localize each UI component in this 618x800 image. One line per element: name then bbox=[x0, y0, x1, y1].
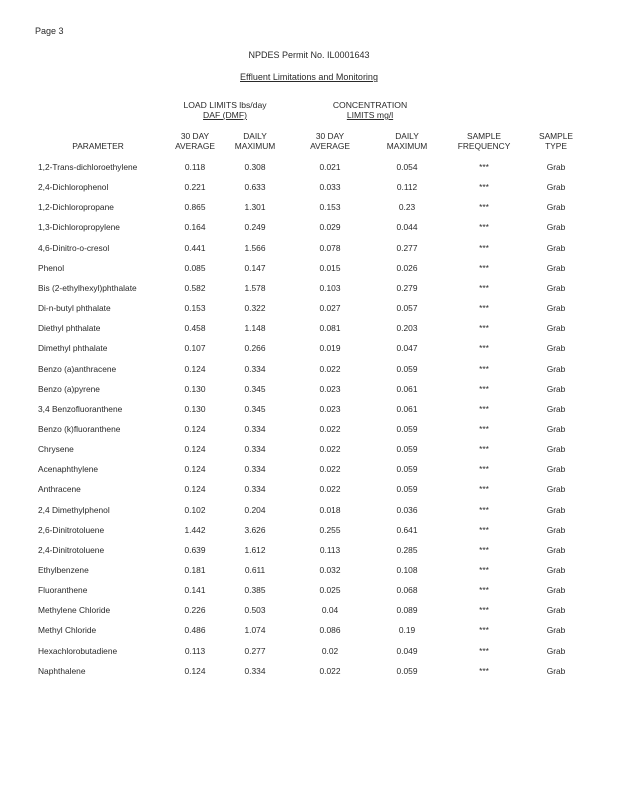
sample-frequency: *** bbox=[479, 323, 489, 334]
load-30-day-average: 0.107 bbox=[184, 343, 206, 354]
load-daily-maximum: 0.334 bbox=[244, 444, 266, 455]
sample-type: Grab bbox=[546, 585, 566, 596]
load-30-day-average: 0.124 bbox=[184, 444, 206, 455]
load-daily-maximum: 0.308 bbox=[244, 162, 266, 172]
parameter-name: Naphthalene bbox=[38, 665, 86, 676]
concentration-daily-maximum: 0.068 bbox=[396, 585, 418, 596]
parameter-name: Diethyl phthalate bbox=[38, 323, 101, 334]
parameter-name: Di-n-butyl phthalate bbox=[38, 303, 111, 314]
concentration-daily-maximum: 0.108 bbox=[396, 565, 418, 575]
sample-type: Grab bbox=[546, 605, 566, 616]
load-daily-maximum: 0.249 bbox=[244, 222, 266, 233]
column-header-sample-frequency bbox=[449, 131, 519, 151]
sample-frequency: *** bbox=[479, 544, 489, 555]
concentration-30-day-average: 0.04 bbox=[321, 605, 339, 616]
sample-type: Grab bbox=[546, 282, 566, 293]
load-30-day-average: 0.141 bbox=[184, 585, 206, 596]
sample-frequency: *** bbox=[479, 383, 489, 394]
table-row bbox=[0, 303, 618, 315]
column-header-line: 30 DAY bbox=[315, 131, 345, 141]
load-daily-maximum: 1.566 bbox=[244, 242, 266, 253]
sample-frequency: *** bbox=[479, 625, 489, 636]
concentration-30-day-average: 0.081 bbox=[319, 323, 341, 334]
table-row bbox=[0, 202, 618, 214]
parameter-name: Phenol bbox=[38, 262, 65, 273]
concentration-daily-maximum: 0.061 bbox=[396, 383, 418, 394]
load-30-day-average: 0.164 bbox=[184, 222, 206, 233]
concentration-30-day-average: 0.023 bbox=[319, 383, 341, 394]
sample-frequency: *** bbox=[479, 222, 489, 233]
column-header-line: MAXIMUM bbox=[234, 141, 276, 151]
sample-frequency: *** bbox=[479, 645, 489, 656]
concentration-daily-maximum: 0.277 bbox=[396, 242, 418, 253]
concentration-daily-maximum: 0.285 bbox=[396, 544, 418, 555]
column-header-parameter: PARAMETER bbox=[72, 141, 124, 151]
load-30-day-average: 0.221 bbox=[184, 182, 206, 193]
concentration-daily-maximum: 0.19 bbox=[398, 625, 416, 636]
load-daily-maximum: 3.626 bbox=[244, 524, 266, 535]
table-row bbox=[0, 505, 618, 517]
table-row bbox=[0, 283, 618, 295]
parameter-name: 2,4 Dimethylphenol bbox=[38, 504, 110, 515]
concentration-daily-maximum: 0.059 bbox=[396, 423, 418, 434]
load-30-day-average: 0.226 bbox=[184, 605, 206, 616]
sample-frequency: *** bbox=[479, 444, 489, 455]
parameter-name: Anthracene bbox=[38, 484, 81, 495]
sample-type: Grab bbox=[546, 182, 566, 193]
table-row bbox=[0, 384, 618, 396]
sample-type: Grab bbox=[546, 444, 566, 455]
concentration-daily-maximum: 0.026 bbox=[396, 262, 418, 273]
sample-frequency: *** bbox=[479, 343, 489, 354]
load-daily-maximum: 0.322 bbox=[244, 303, 266, 314]
load-daily-maximum: 0.385 bbox=[244, 585, 266, 596]
concentration-daily-maximum: 0.047 bbox=[396, 343, 418, 354]
load-30-day-average: 1.442 bbox=[184, 524, 206, 535]
table-row bbox=[0, 424, 618, 436]
parameter-name: Hexachlorobutadiene bbox=[38, 645, 118, 656]
concentration-30-day-average: 0.023 bbox=[319, 403, 341, 414]
column-header-sample-type bbox=[521, 131, 591, 151]
column-header-line: FREQUENCY bbox=[457, 141, 511, 151]
parameter-name: Benzo (a)pyrene bbox=[38, 383, 100, 394]
table-row bbox=[0, 565, 618, 577]
load-30-day-average: 0.181 bbox=[184, 565, 206, 575]
concentration-30-day-average: 0.022 bbox=[319, 423, 341, 434]
load-30-day-average: 0.124 bbox=[184, 423, 206, 434]
concentration-daily-maximum: 0.044 bbox=[396, 222, 418, 233]
load-30-day-average: 0.486 bbox=[184, 625, 206, 636]
sample-type: Grab bbox=[546, 202, 566, 213]
concentration-daily-maximum: 0.112 bbox=[396, 182, 418, 193]
sample-type: Grab bbox=[546, 222, 566, 233]
load-30-day-average: 0.639 bbox=[184, 544, 206, 555]
table-row bbox=[0, 343, 618, 355]
sample-type: Grab bbox=[546, 665, 566, 676]
sample-type: Grab bbox=[546, 242, 566, 253]
sample-frequency: *** bbox=[479, 363, 489, 374]
concentration-daily-maximum: 0.203 bbox=[396, 323, 418, 334]
load-30-day-average: 0.582 bbox=[184, 282, 206, 293]
load-daily-maximum: 1.148 bbox=[244, 323, 266, 334]
sample-frequency: *** bbox=[479, 504, 489, 515]
concentration-30-day-average: 0.022 bbox=[319, 464, 341, 475]
load-daily-maximum: 0.266 bbox=[244, 343, 266, 354]
table-row bbox=[0, 162, 618, 174]
permit-number: NPDES Permit No. IL0001643 bbox=[248, 50, 370, 60]
parameter-name: 4,6-Dinitro-o-cresol bbox=[38, 242, 110, 253]
sample-frequency: *** bbox=[479, 565, 489, 575]
concentration-group-header bbox=[305, 100, 435, 120]
load-30-day-average: 0.130 bbox=[184, 383, 206, 394]
parameter-name: 2,6-Dinitrotoluene bbox=[38, 524, 105, 535]
sample-type: Grab bbox=[546, 645, 566, 656]
sample-type: Grab bbox=[546, 565, 566, 575]
load-daily-maximum: 0.334 bbox=[244, 484, 266, 495]
column-header-line: TYPE bbox=[545, 141, 567, 151]
sample-type: Grab bbox=[546, 403, 566, 414]
parameter-name: 2,4-Dinitrotoluene bbox=[38, 544, 105, 555]
concentration-30-day-average: 0.025 bbox=[319, 585, 341, 596]
concentration-daily-maximum: 0.059 bbox=[396, 665, 418, 676]
load-30-day-average: 0.153 bbox=[184, 303, 206, 314]
column-header-line: DAILY bbox=[395, 131, 419, 141]
concentration-daily-maximum: 0.059 bbox=[396, 444, 418, 455]
concentration-daily-maximum: 0.049 bbox=[396, 645, 418, 656]
concentration-30-day-average: 0.255 bbox=[319, 524, 341, 535]
load-daily-maximum: 0.503 bbox=[244, 605, 266, 616]
sample-type: Grab bbox=[546, 464, 566, 475]
table-row bbox=[0, 182, 618, 194]
table-row bbox=[0, 525, 618, 537]
load-daily-maximum: 1.578 bbox=[244, 282, 266, 293]
sample-frequency: *** bbox=[479, 262, 489, 273]
sample-type: Grab bbox=[546, 423, 566, 434]
parameter-name: Chrysene bbox=[38, 444, 74, 455]
sample-frequency: *** bbox=[479, 282, 489, 293]
concentration-daily-maximum: 0.089 bbox=[396, 605, 418, 616]
concentration-30-day-average: 0.015 bbox=[319, 262, 341, 273]
load-30-day-average: 0.865 bbox=[184, 202, 206, 213]
sample-type: Grab bbox=[546, 383, 566, 394]
column-header-line: AVERAGE bbox=[310, 141, 350, 151]
concentration-30-day-average: 0.032 bbox=[319, 565, 341, 575]
column-header-line: MAXIMUM bbox=[386, 141, 428, 151]
load-daily-maximum: 1.612 bbox=[244, 544, 266, 555]
sample-frequency: *** bbox=[479, 423, 489, 434]
concentration-daily-maximum: 0.059 bbox=[396, 484, 418, 495]
sample-type: Grab bbox=[546, 262, 566, 273]
load-daily-maximum: 0.334 bbox=[244, 464, 266, 475]
table-row bbox=[0, 364, 618, 376]
column-header-line: AVERAGE bbox=[175, 141, 215, 151]
column-header-load-daily-maximum bbox=[220, 131, 290, 151]
concentration-30-day-average: 0.022 bbox=[319, 444, 341, 455]
concentration-30-day-average: 0.033 bbox=[319, 182, 341, 193]
concentration-30-day-average: 0.153 bbox=[319, 202, 341, 213]
sample-type: Grab bbox=[546, 303, 566, 314]
load-30-day-average: 0.113 bbox=[184, 645, 206, 656]
parameter-name: Methyl Chloride bbox=[38, 625, 97, 636]
concentration-30-day-average: 0.022 bbox=[319, 363, 341, 374]
sample-type: Grab bbox=[546, 323, 566, 334]
table-row bbox=[0, 605, 618, 617]
column-header-line: SAMPLE bbox=[467, 131, 501, 141]
concentration-30-day-average: 0.078 bbox=[319, 242, 341, 253]
load-daily-maximum: 0.345 bbox=[244, 383, 266, 394]
parameter-name: Methylene Chloride bbox=[38, 605, 111, 616]
load-30-day-average: 0.085 bbox=[184, 262, 206, 273]
concentration-30-day-average: 0.022 bbox=[319, 484, 341, 495]
column-header-line: 30 DAY bbox=[180, 131, 210, 141]
sample-type: Grab bbox=[546, 625, 566, 636]
parameter-name: 2,4-Dichlorophenol bbox=[38, 182, 109, 193]
load-30-day-average: 0.458 bbox=[184, 323, 206, 334]
sample-type: Grab bbox=[546, 504, 566, 515]
table-row bbox=[0, 666, 618, 678]
table-row bbox=[0, 585, 618, 597]
column-header-line: SAMPLE bbox=[539, 131, 573, 141]
concentration-30-day-average: 0.103 bbox=[319, 282, 341, 293]
parameter-name: Bis (2-ethylhexyl)phthalate bbox=[38, 282, 137, 293]
concentration-daily-maximum: 0.641 bbox=[396, 524, 418, 535]
concentration-daily-maximum: 0.279 bbox=[396, 282, 418, 293]
load-30-day-average: 0.118 bbox=[184, 162, 206, 172]
table-row bbox=[0, 263, 618, 275]
concentration-30-day-average: 0.021 bbox=[319, 162, 341, 172]
load-30-day-average: 0.124 bbox=[184, 665, 206, 676]
load-daily-maximum: 0.334 bbox=[244, 363, 266, 374]
load-daily-maximum: 0.147 bbox=[244, 262, 266, 273]
table-row bbox=[0, 484, 618, 496]
sample-type: Grab bbox=[546, 162, 566, 172]
parameter-name: Benzo (k)fluoranthene bbox=[38, 423, 121, 434]
load-daily-maximum: 1.074 bbox=[244, 625, 266, 636]
parameter-name: 3,4 Benzofluoranthene bbox=[38, 403, 123, 414]
sample-type: Grab bbox=[546, 363, 566, 374]
parameter-name: 1,2-Dichloropropane bbox=[38, 202, 114, 213]
load-30-day-average: 0.441 bbox=[184, 242, 206, 253]
table-row bbox=[0, 404, 618, 416]
concentration-title: CONCENTRATION bbox=[332, 100, 408, 110]
table-row bbox=[0, 464, 618, 476]
load-daily-maximum: 0.334 bbox=[244, 665, 266, 676]
load-daily-maximum: 0.204 bbox=[244, 504, 266, 515]
sample-frequency: *** bbox=[479, 403, 489, 414]
concentration-daily-maximum: 0.057 bbox=[396, 303, 418, 314]
sample-frequency: *** bbox=[479, 242, 489, 253]
parameter-name: Fluoranthene bbox=[38, 585, 88, 596]
sample-frequency: *** bbox=[479, 202, 489, 213]
column-header-line: DAILY bbox=[243, 131, 267, 141]
concentration-30-day-average: 0.018 bbox=[319, 504, 341, 515]
load-30-day-average: 0.124 bbox=[184, 464, 206, 475]
table-row bbox=[0, 646, 618, 658]
load-30-day-average: 0.124 bbox=[184, 363, 206, 374]
load-limits-title: LOAD LIMITS lbs/day bbox=[183, 100, 267, 110]
load-30-day-average: 0.124 bbox=[184, 484, 206, 495]
column-header-conc-daily-maximum bbox=[372, 131, 442, 151]
sample-frequency: *** bbox=[479, 464, 489, 475]
concentration-30-day-average: 0.022 bbox=[319, 665, 341, 676]
table-row bbox=[0, 545, 618, 557]
sample-type: Grab bbox=[546, 484, 566, 495]
parameter-name: Benzo (a)anthracene bbox=[38, 363, 117, 374]
sample-frequency: *** bbox=[479, 303, 489, 314]
concentration-subtitle: LIMITS mg/l bbox=[346, 110, 394, 120]
page-number: Page 3 bbox=[35, 26, 64, 36]
table-row bbox=[0, 222, 618, 234]
sample-type: Grab bbox=[546, 343, 566, 354]
concentration-daily-maximum: 0.054 bbox=[396, 162, 418, 172]
table-row bbox=[0, 625, 618, 637]
sample-frequency: *** bbox=[479, 182, 489, 193]
load-limits-group-header bbox=[160, 100, 290, 120]
sample-frequency: *** bbox=[479, 484, 489, 495]
column-header-conc-30-day-average bbox=[295, 131, 365, 151]
load-daily-maximum: 0.345 bbox=[244, 403, 266, 414]
sample-frequency: *** bbox=[479, 585, 489, 596]
concentration-daily-maximum: 0.036 bbox=[396, 504, 418, 515]
concentration-daily-maximum: 0.059 bbox=[396, 464, 418, 475]
sample-frequency: *** bbox=[479, 524, 489, 535]
load-daily-maximum: 1.301 bbox=[244, 202, 266, 213]
concentration-daily-maximum: 0.059 bbox=[396, 363, 418, 374]
parameter-name: Ethylbenzene bbox=[38, 565, 89, 575]
table-row bbox=[0, 323, 618, 335]
load-30-day-average: 0.130 bbox=[184, 403, 206, 414]
concentration-30-day-average: 0.029 bbox=[319, 222, 341, 233]
parameter-name: Dimethyl phthalate bbox=[38, 343, 108, 354]
load-daily-maximum: 0.277 bbox=[244, 645, 266, 656]
concentration-30-day-average: 0.019 bbox=[319, 343, 341, 354]
sample-type: Grab bbox=[546, 544, 566, 555]
sample-frequency: *** bbox=[479, 162, 489, 172]
sample-frequency: *** bbox=[479, 665, 489, 676]
load-daily-maximum: 0.633 bbox=[244, 182, 266, 193]
concentration-30-day-average: 0.02 bbox=[321, 645, 339, 656]
concentration-30-day-average: 0.113 bbox=[319, 544, 341, 555]
sample-type: Grab bbox=[546, 524, 566, 535]
load-daily-maximum: 0.334 bbox=[244, 423, 266, 434]
concentration-daily-maximum: 0.23 bbox=[398, 202, 416, 213]
section-title: Effluent Limitations and Monitoring bbox=[240, 72, 378, 82]
load-daily-maximum: 0.611 bbox=[244, 565, 266, 575]
load-30-day-average: 0.102 bbox=[184, 504, 206, 515]
concentration-30-day-average: 0.027 bbox=[319, 303, 341, 314]
table-row bbox=[0, 444, 618, 456]
concentration-30-day-average: 0.086 bbox=[319, 625, 341, 636]
parameter-name: 1,2-Trans-dichloroethylene bbox=[38, 162, 138, 172]
parameter-name: 1,3-Dichloropropylene bbox=[38, 222, 120, 233]
parameter-name: Acenaphthylene bbox=[38, 464, 99, 475]
table-row bbox=[0, 243, 618, 255]
concentration-daily-maximum: 0.061 bbox=[396, 403, 418, 414]
load-limits-subtitle: DAF (DMF) bbox=[203, 110, 247, 120]
sample-frequency: *** bbox=[479, 605, 489, 616]
